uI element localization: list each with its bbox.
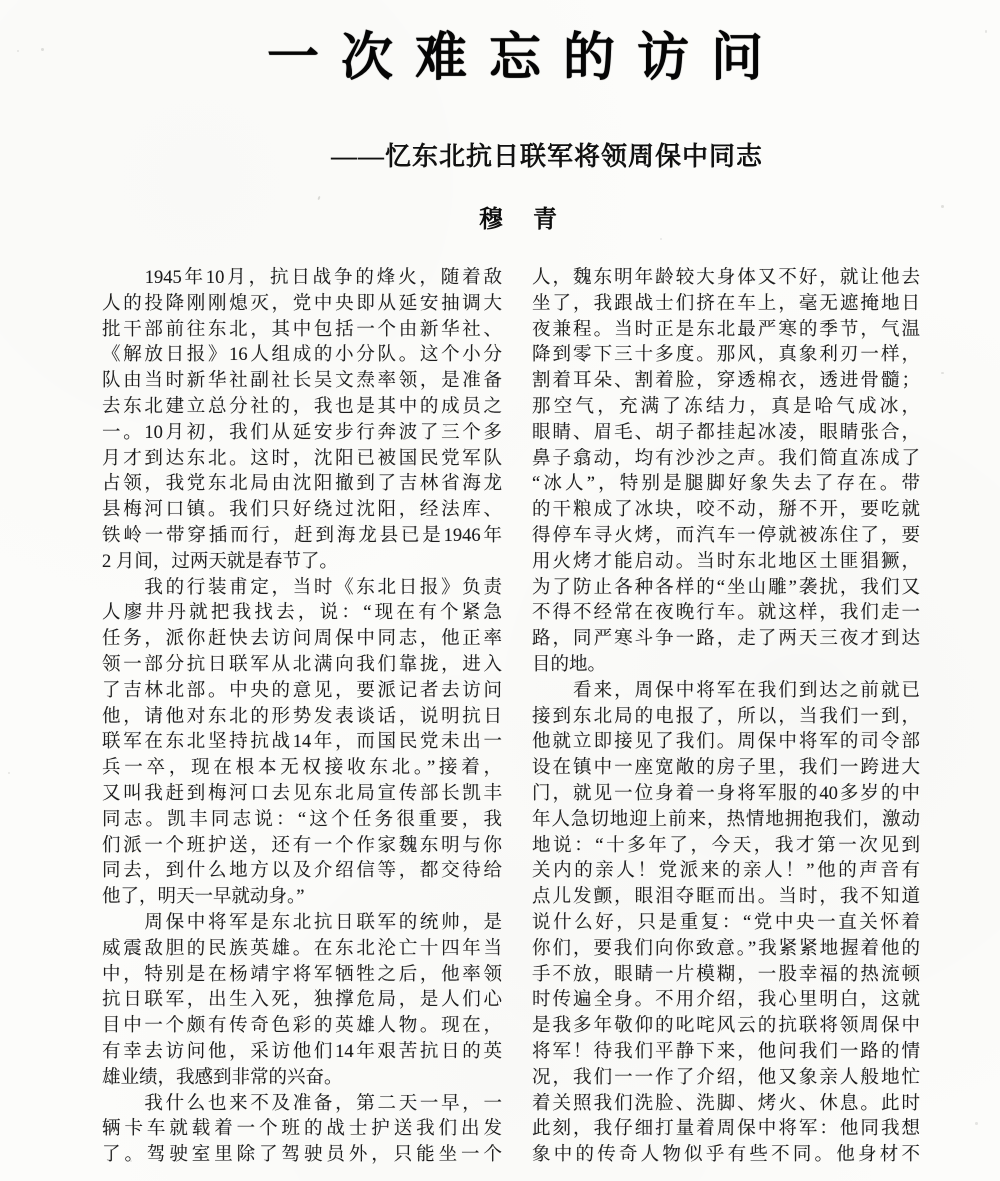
text-line: 降到零下三十多度。那风，真象利刃一样， <box>532 345 920 366</box>
text-line: 割着耳朵、割着脸，穿透棉衣，透进骨髓； <box>532 371 920 392</box>
text-line: 月才到达东北。这时，沈阳已被国民党军队 <box>102 448 502 469</box>
scan-speck <box>8 772 10 774</box>
text-line: 着关照我们洗脸、洗脚、烤火、休息。此时 <box>532 1093 920 1114</box>
text-line: 队由当时新华社副社长吴文焘率领，是准备 <box>102 371 502 392</box>
text-line: 路，同严寒斗争一路，走了两天三夜才到达 <box>532 629 920 650</box>
text-line: 目的地。 <box>532 654 607 675</box>
text-line: 鼻子翕动，均有沙沙之声。我们简直冻成了 <box>532 448 920 469</box>
text-line: 此刻，我仔细打量着周保中将军：他同我想 <box>532 1119 920 1140</box>
text-column-left <box>102 266 502 1169</box>
text-line: 铁岭一带穿插而行，赶到海龙县已是1946年 <box>102 525 502 546</box>
text-line: 威震敌胆的民族英雄。在东北沦亡十四年当 <box>102 938 502 959</box>
text-line: 的干粮成了冰块，咬不动，掰不开，要吃就 <box>532 500 920 521</box>
text-line: 了。驾驶室里除了驾驶员外，只能坐一个 <box>102 1145 502 1166</box>
text-line: 设在镇中一座宽敞的房子里，我们一跨进大 <box>532 758 920 779</box>
text-line: 夜兼程。当时正是东北最严寒的季节，气温 <box>532 319 920 340</box>
text-line: 联军在东北坚持抗战14年，而国民党未出一 <box>102 732 502 753</box>
author-name: 穆青 <box>479 207 587 233</box>
text-line: 那空气，充满了冻结力，真是哈气成冰， <box>532 396 920 417</box>
text-line: 目中一个颇有传奇色彩的英雄人物。现在， <box>102 1016 502 1037</box>
scan-speck <box>317 196 320 200</box>
text-line: 是我多年敬仰的叱咤风云的抗联将领周保中 <box>532 1016 920 1037</box>
text-line: 接到东北局的电报了，所以，当我们一到， <box>532 706 920 727</box>
text-line: 雄业绩，我感到非常的兴奋。 <box>102 1067 343 1088</box>
text-line: 占领，我党东北局由沈阳撤到了吉林省海龙 <box>102 474 502 495</box>
text-line: 批干部前往东北，其中包括一个由新华社、 <box>102 319 502 340</box>
text-line: 眼睛、眉毛、胡子都挂起冰凌，眼睛张合， <box>532 422 920 443</box>
text-line: 地说：“十多年了，今天，我才第一次见到 <box>532 835 920 856</box>
text-line: 用火烤才能启动。当时东北地区土匪猖獗， <box>532 551 920 572</box>
text-line: 同去，到什么地方以及介绍信等，都交待给 <box>102 861 502 882</box>
scan-speck <box>130 1160 132 1162</box>
text-line: 《解放日报》16人组成的小分队。这个小分 <box>102 345 502 366</box>
text-line: 中，特别是在杨靖宇将军牺牲之后，他率领 <box>102 964 502 985</box>
text-line: 我的行装甫定，当时《东北日报》负责 <box>102 577 502 598</box>
text-line: 2 月间，过两天就是春节了。 <box>102 551 338 572</box>
text-line: 年人急切地迎上前来，热情地拥抱我们，激动 <box>532 809 920 830</box>
text-line: 领一部分抗日联军从北满向我们靠拢，进入 <box>102 654 502 675</box>
scan-speck <box>985 30 987 33</box>
text-line: 人的投降刚刚熄灭，党中央即从延安抽调大 <box>102 293 502 314</box>
text-line: 县梅河口镇。我们只好绕过沈阳，经法库、 <box>102 500 502 521</box>
text-column-right <box>532 266 920 1169</box>
text-line: 看来，周保中将军在我们到达之前就已 <box>532 680 920 701</box>
scan-speck <box>17 50 19 52</box>
text-line: 了吉林北部。中央的意见，要派记者去访问 <box>102 680 502 701</box>
text-line: 象中的传奇人物似乎有些不同。他身材不 <box>532 1145 920 1166</box>
scan-speck <box>975 1122 978 1125</box>
text-line: 他了，明天一早就动身。” <box>102 887 305 908</box>
scan-speck <box>660 238 662 240</box>
text-line: 说什么好，只是重复：“党中央一直关怀着 <box>532 912 920 933</box>
text-line: “冰人”，特别是腿脚好象失去了存在。带 <box>532 474 920 495</box>
text-line: 坐了，我跟战士们挤在车上，毫无遮掩地日 <box>532 293 920 314</box>
text-line: 他，请他对东北的形势发表谈话，说明抗日 <box>102 706 502 727</box>
text-line: 有幸去访问他，采访他们14年艰苦抗日的英 <box>102 1041 502 1062</box>
article-subtitle: ——忆东北抗日联军将领周保中同志 <box>331 142 764 171</box>
text-line: 时传遍全身。不用介绍，我心里明白，这就 <box>532 990 920 1011</box>
text-line: 点儿发颤，眼泪夺眶而出。当时，我不知道 <box>532 887 920 908</box>
text-line: 抗日联军，出生入死，独撑危局，是人们心 <box>102 990 502 1011</box>
text-line: 任务，派你赶快去访问周保中同志，他正率 <box>102 629 502 650</box>
text-line: 我什么也来不及准备，第二天一早，一 <box>102 1093 502 1114</box>
text-line: 一。10月初，我们从延安步行奔波了三个多 <box>102 422 502 443</box>
text-line: 他就立即接见了我们。周保中将军的司令部 <box>532 732 920 753</box>
text-line: 周保中将军是东北抗日联军的统帅，是 <box>102 912 502 933</box>
text-line: 为了防止各种各样的“坐山雕”袭扰，我们又 <box>532 577 920 598</box>
text-line: 况，我们一一作了介绍，他又象亲人般地忙 <box>532 1067 920 1088</box>
text-line: 门，就见一位身着一身将军服的40多岁的中 <box>532 783 920 804</box>
text-line: 辆卡车就载着一个班的战士护送我们出发 <box>102 1119 502 1140</box>
text-line: 你们，要我们向你致意。”我紧紧地握着他的 <box>532 938 920 959</box>
text-line: 们派一个班护送，还有一个作家魏东明与你 <box>102 835 502 856</box>
article-title: 一次难忘的访问 <box>266 30 785 87</box>
text-line: 兵一卒，现在根本无权接收东北。”接着， <box>102 758 502 779</box>
text-line: 同志。凯丰同志说：“这个任务很重要，我 <box>102 809 502 830</box>
text-line: 又叫我赶到梅河口去见东北局宣传部长凯丰 <box>102 783 502 804</box>
scan-speck <box>445 424 447 427</box>
text-line: 手不放，眼睛一片模糊，一股幸福的热流顿 <box>532 964 920 985</box>
text-line: 去东北建立总分社的，我也是其中的成员之 <box>102 396 502 417</box>
scan-speck <box>41 48 44 51</box>
text-line: 1945年10月，抗日战争的烽火，随着敌 <box>102 268 502 288</box>
text-line: 人，魏东明年龄较大身体又不好，就让他去 <box>532 268 920 288</box>
scan-speck <box>941 372 944 374</box>
text-line: 将军！待我们平静下来，他问我们一路的情 <box>532 1041 920 1062</box>
scan-speck <box>941 205 944 208</box>
text-line: 得停车寻火烤，而汽车一停就被冻住了，要 <box>532 525 920 546</box>
text-line: 关内的亲人！党派来的亲人！”他的声音有 <box>532 861 920 882</box>
text-line: 人廖井丹就把我找去，说：“现在有个紧急 <box>102 603 502 624</box>
text-line: 不得不经常在夜晚行车。就这样，我们走一 <box>532 603 920 624</box>
